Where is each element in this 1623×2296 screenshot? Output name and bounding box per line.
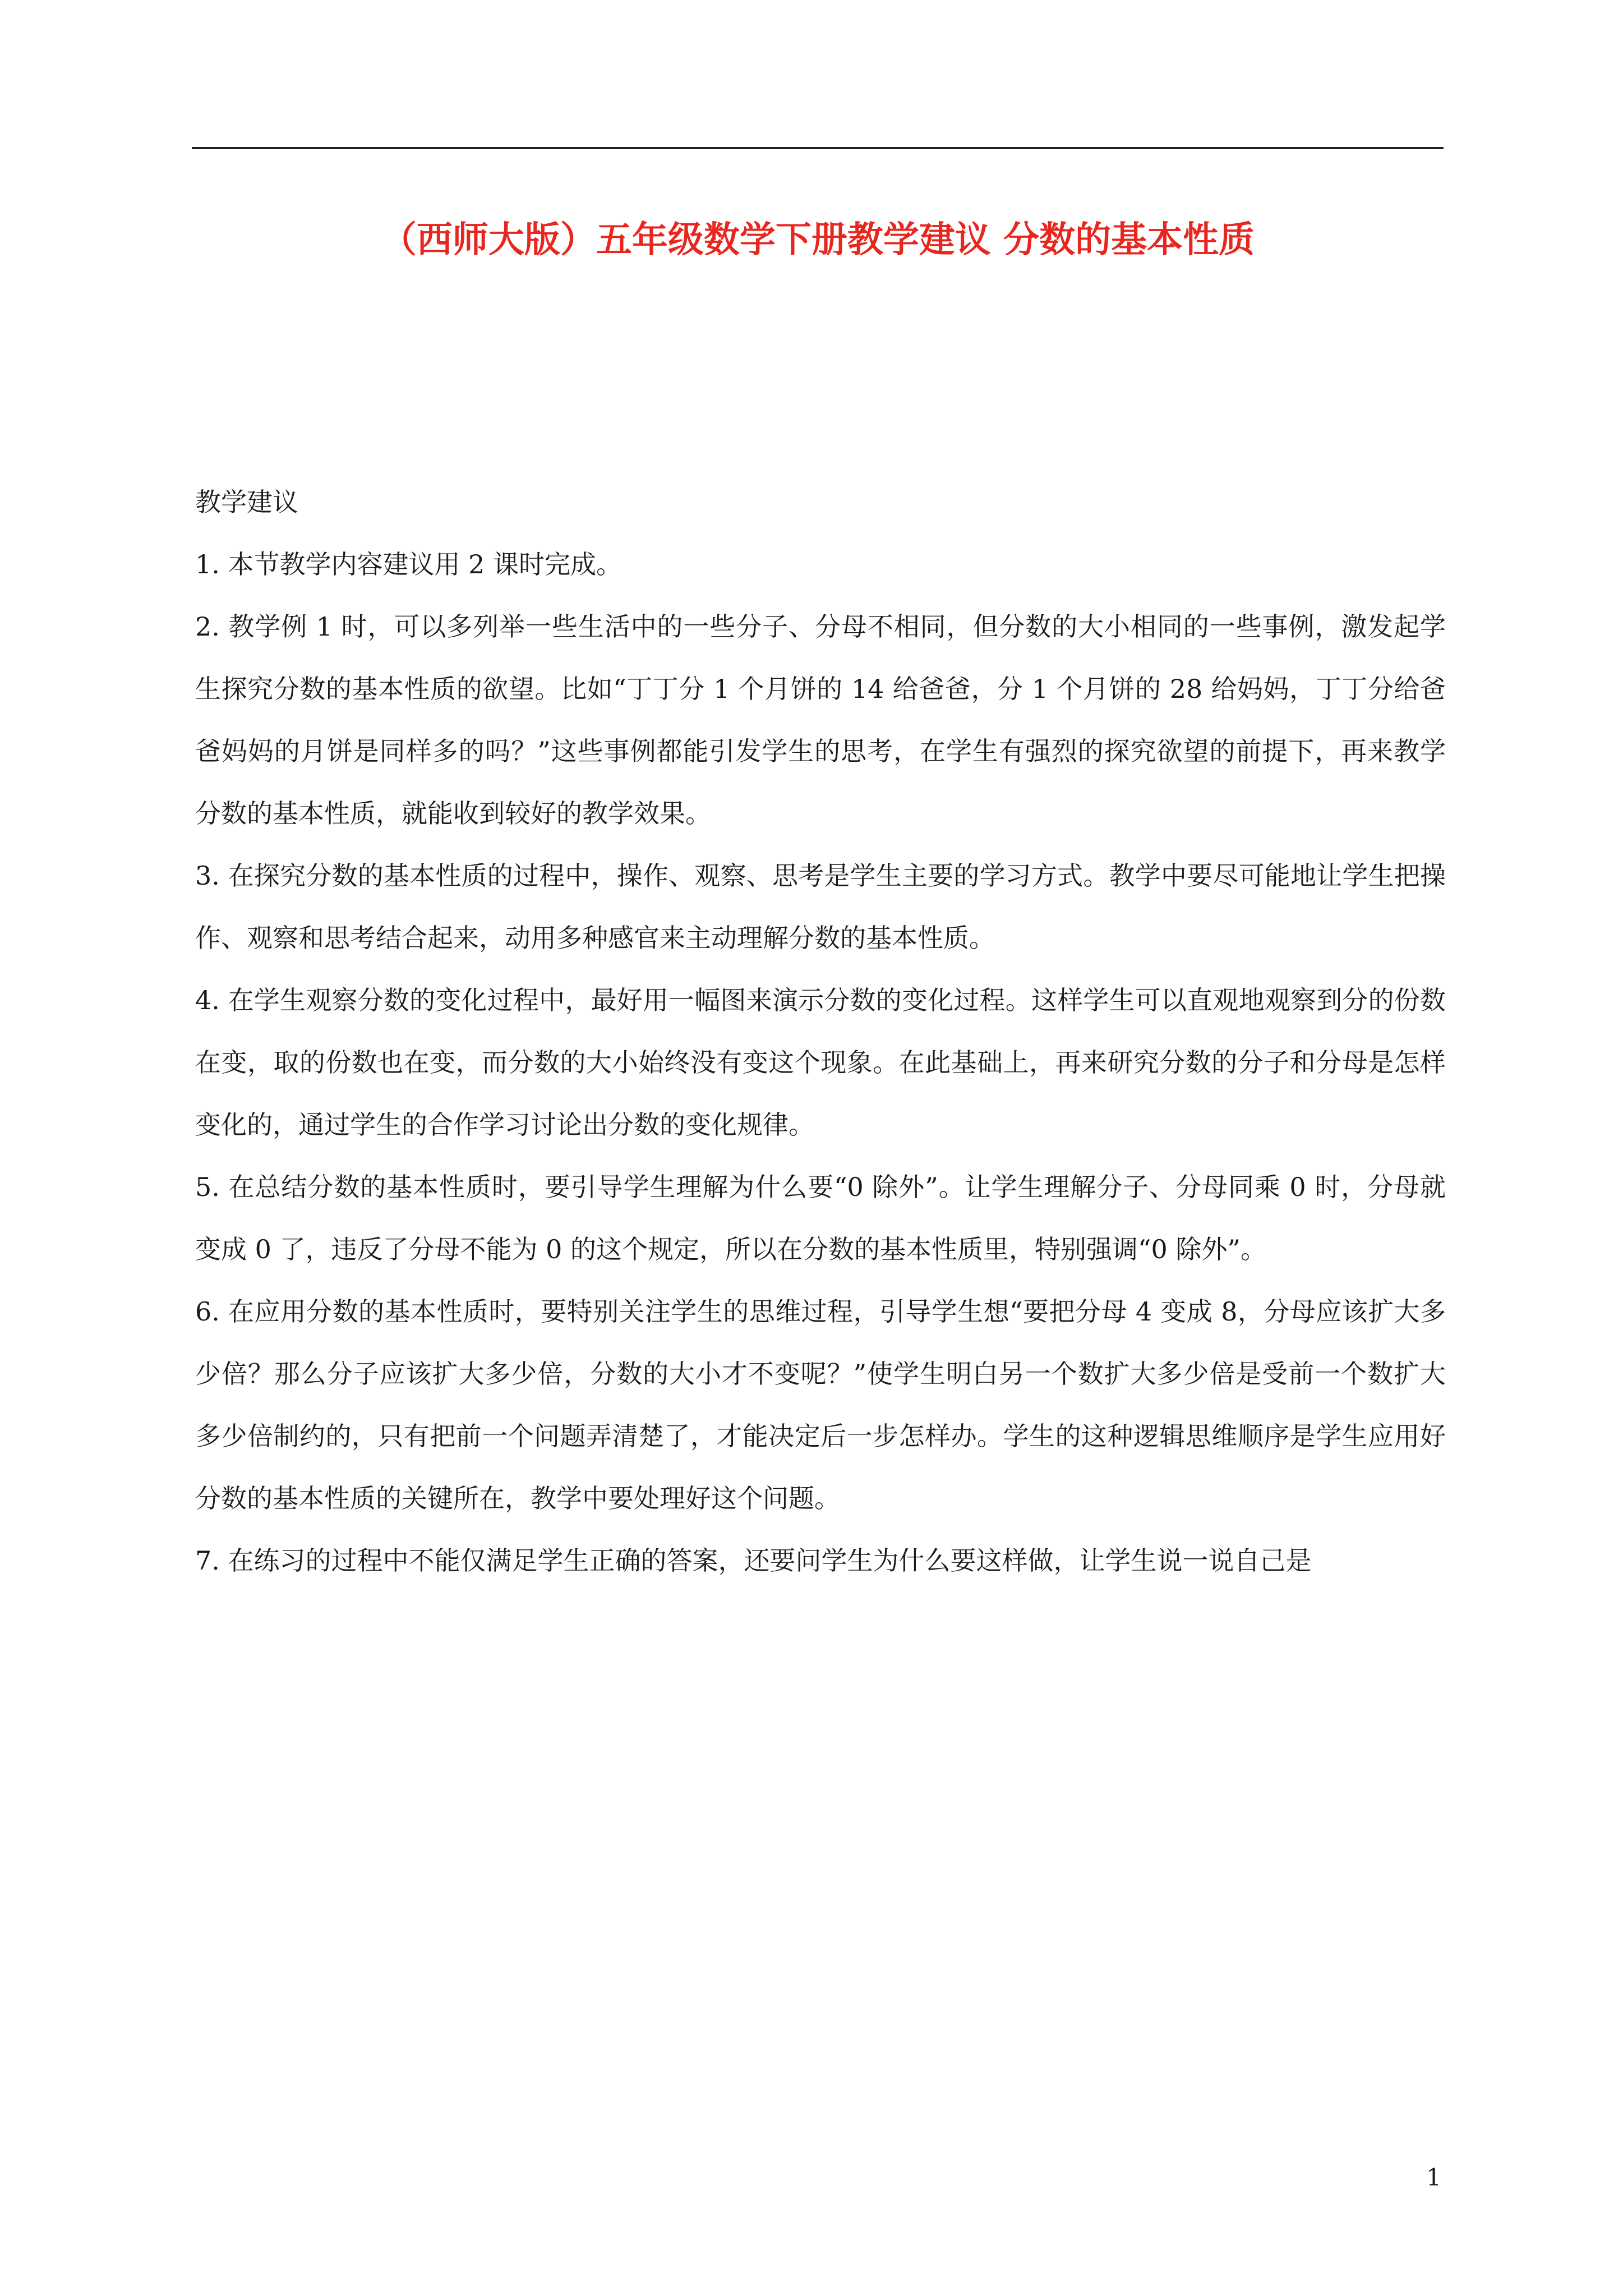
paragraph-1: 1. 本节教学内容建议用 2 课时完成。: [195, 549, 623, 579]
page-number: 1: [1426, 2164, 1441, 2191]
paragraph-3: 3. 在探究分数的基本性质的过程中，操作、观察、思考是学生主要的学习方式。教学中要尽可能地让学生把操作、观察和思考结合起来，动用多种感官来主动理解分数的基本性质。: [195, 861, 1446, 953]
document-title: （西师大版）五年级数学下册教学建议 分数的基本性质: [380, 219, 1255, 261]
document-body: [195, 471, 1446, 1592]
paragraph-7: 7. 在练习的过程中不能仅满足学生正确的答案，还要问学生为什么要这样做，让学生说一说自己是: [195, 1545, 1312, 1576]
paragraph-6: 6. 在应用分数的基本性质时，要特别关注学生的思维过程，引导学生想“要把分母 4 变成 8，分母应该扩大多少倍？那么分子应该扩大多少倍，分数的大小才不变呢？”使学生明白另一个数扩大多少倍是受前一个数扩大多少倍制约的，只有把前一个问题弄清楚了，才能决定后一步怎样办。学生的这种逻辑思维顺序是学生应用好分数的基本性质的关键所在，教学中要处理好这个问题。: [195, 1296, 1446, 1513]
paragraph-5: 5. 在总结分数的基本性质时，要引导学生理解为什么要“0 除外”。让学生理解分子、分母同乘 0 时，分母就变成 0 了，违反了分母不能为 0 的这个规定，所以在分数的基本性质里，特别强调“0 除外”。: [195, 1172, 1446, 1264]
section-heading: 教学建议: [195, 487, 298, 517]
paragraph-4: 4. 在学生观察分数的变化过程中，最好用一幅图来演示分数的变化过程。这样学生可以直观地观察到分的份数在变，取的份数也在变，而分数的大小始终没有变这个现象。在此基础上，再来研究分数的分子和分母是怎样变化的，通过学生的合作学习讨论出分数的变化规律。: [195, 985, 1446, 1140]
paragraph-2: 2. 教学例 1 时，可以多列举一些生活中的一些分子、分母不相同，但分数的大小相同的一些事例，激发起学生探究分数的基本性质的欲望。比如“丁丁分 1 个月饼的 14 给爸爸，分 1 个月饼的 28 给妈妈，丁丁分给爸爸妈妈的月饼是同样多的吗？”这些事例都能引发学生的思考，在学生有强烈的探究欲望的前提下，再来教学分数的基本性质，就能收到较好的教学效果。: [195, 611, 1446, 829]
header-rule: [192, 147, 1444, 149]
